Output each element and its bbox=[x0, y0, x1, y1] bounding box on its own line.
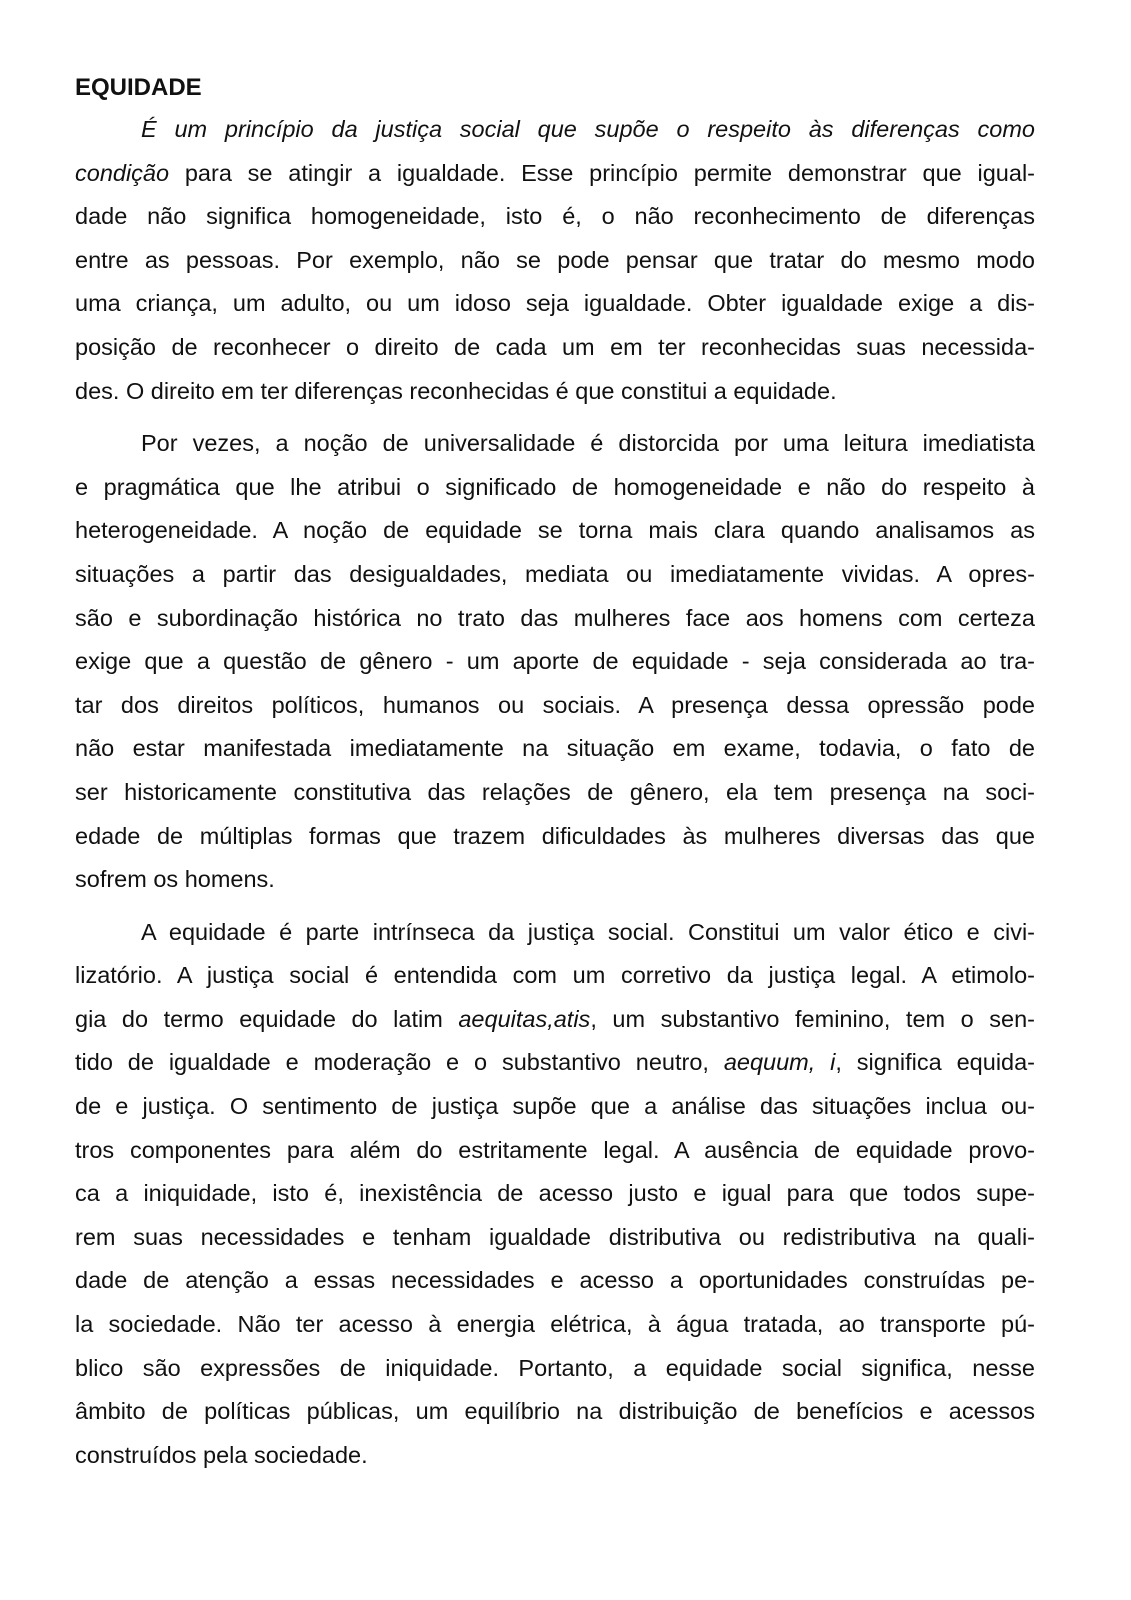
text-line bbox=[75, 509, 1035, 553]
text-run: de e justiça. O sentimento de justiça supõe que a análise das situações inclua ou- bbox=[75, 1093, 1035, 1120]
text-run: ca a iniquidade, isto é, inexistência de acesso justo e igual para que todos supe- bbox=[75, 1180, 1035, 1207]
document-page bbox=[75, 72, 1035, 1477]
text-run: dade não significa homogeneidade, isto é, o não reconhecimento de diferenças bbox=[75, 203, 1035, 230]
text-line bbox=[75, 815, 1035, 859]
text-line bbox=[75, 553, 1035, 597]
paragraph-3 bbox=[75, 911, 1035, 1478]
text-line bbox=[75, 1347, 1035, 1391]
text-run: situações a partir das desigualdades, mediata ou imediatamente vividas. A opres- bbox=[75, 560, 1035, 587]
text-run: são e subordinação histórica no trato das mulheres face aos homens com certeza bbox=[75, 604, 1035, 631]
text-run: blico são expressões de iniquidade. Portanto, a equidade social significa, nesse bbox=[75, 1354, 1035, 1381]
text-line bbox=[75, 108, 1035, 152]
text-line bbox=[75, 239, 1035, 283]
text-run: uma criança, um adulto, ou um idoso seja igualdade. Obter igualdade exige a dis- bbox=[75, 290, 1035, 317]
italic-text: condição bbox=[75, 159, 170, 186]
text-run: tar dos direitos políticos, humanos ou sociais. A presença dessa opressão pode bbox=[75, 691, 1035, 718]
text-run: construídos pela sociedade. bbox=[75, 1441, 368, 1468]
text-run: entre as pessoas. Por exemplo, não se pode pensar que tratar do mesmo modo bbox=[75, 246, 1035, 273]
text-line bbox=[75, 1041, 1035, 1085]
text-run: des. O direito em ter diferenças reconhecidas é que constitui a equidade. bbox=[75, 377, 837, 404]
text-run: tido de igualdade e moderação e o substantivo neutro, bbox=[75, 1049, 724, 1076]
document-body bbox=[75, 108, 1035, 1477]
text-line bbox=[75, 370, 1035, 414]
text-line bbox=[75, 326, 1035, 370]
text-line bbox=[75, 684, 1035, 728]
text-line bbox=[75, 152, 1035, 196]
text-line bbox=[75, 954, 1035, 998]
text-line bbox=[75, 1216, 1035, 1260]
paragraph-1 bbox=[75, 108, 1035, 413]
text-line bbox=[75, 1129, 1035, 1173]
text-line bbox=[75, 282, 1035, 326]
text-line bbox=[75, 1390, 1035, 1434]
text-run: tros componentes para além do estritamente legal. A ausência de equidade provo- bbox=[75, 1136, 1035, 1163]
italic-text: aequum, i bbox=[723, 1049, 836, 1076]
text-line bbox=[75, 998, 1035, 1042]
text-line bbox=[75, 1085, 1035, 1129]
text-run: sofrem os homens. bbox=[75, 866, 275, 893]
text-run: exige que a questão de gênero - um aporte de equidade - seja considerada ao tra- bbox=[75, 648, 1035, 675]
text-run: lizatório. A justiça social é entendida com um corretivo da justiça legal. A etimolo- bbox=[75, 962, 1035, 989]
text-line bbox=[75, 597, 1035, 641]
text-run: para se atingir a igualdade. Esse princípio permite demonstrar que igual- bbox=[169, 159, 1035, 186]
text-run: A equidade é parte intrínseca da justiça social. Constitui um valor ético e civi- bbox=[141, 918, 1035, 945]
text-run: dade de atenção a essas necessidades e acesso a oportunidades construídas pe- bbox=[75, 1267, 1035, 1294]
text-run: âmbito de políticas públicas, um equilíbrio na distribuição de benefícios e acessos bbox=[75, 1398, 1035, 1425]
text-run: e pragmática que lhe atribui o significado de homogeneidade e não do respeito à bbox=[75, 473, 1035, 500]
text-line bbox=[75, 640, 1035, 684]
text-run: rem suas necessidades e tenham igualdade distributiva ou redistributiva na quali- bbox=[75, 1223, 1035, 1250]
text-run: posição de reconhecer o direito de cada um em ter reconhecidas suas necessida- bbox=[75, 333, 1035, 360]
text-run: Por vezes, a noção de universalidade é distorcida por uma leitura imediatista bbox=[141, 430, 1035, 457]
text-line bbox=[75, 911, 1035, 955]
italic-text: É um princípio da justiça social que supõe o respeito às diferenças como bbox=[141, 116, 1035, 142]
text-run: ser historicamente constitutiva das relações de gênero, ela tem presença na soci- bbox=[75, 778, 1035, 805]
document-title: EQUIDADE bbox=[75, 74, 202, 101]
text-run: , significa equida- bbox=[835, 1049, 1035, 1076]
text-run: heterogeneidade. A noção de equidade se torna mais clara quando analisamos as bbox=[75, 517, 1035, 544]
text-line bbox=[75, 771, 1035, 815]
text-run: gia do termo equidade do latim bbox=[75, 1005, 459, 1032]
text-line bbox=[75, 195, 1035, 239]
text-run: , um substantivo feminino, tem o sen- bbox=[590, 1005, 1035, 1032]
paragraph-2 bbox=[75, 422, 1035, 902]
text-line bbox=[75, 466, 1035, 510]
text-line bbox=[75, 1259, 1035, 1303]
text-line bbox=[75, 1303, 1035, 1347]
text-run: edade de múltiplas formas que trazem dificuldades às mulheres diversas das que bbox=[75, 822, 1035, 849]
italic-text: aequitas,atis bbox=[458, 1005, 591, 1032]
text-line bbox=[75, 1434, 1035, 1478]
text-line bbox=[75, 422, 1035, 466]
text-line bbox=[75, 858, 1035, 902]
text-line bbox=[75, 1172, 1035, 1216]
text-run: não estar manifestada imediatamente na situação em exame, todavia, o fato de bbox=[75, 735, 1035, 762]
text-run: la sociedade. Não ter acesso à energia elétrica, à água tratada, ao transporte pú- bbox=[75, 1311, 1035, 1338]
text-line bbox=[75, 727, 1035, 771]
